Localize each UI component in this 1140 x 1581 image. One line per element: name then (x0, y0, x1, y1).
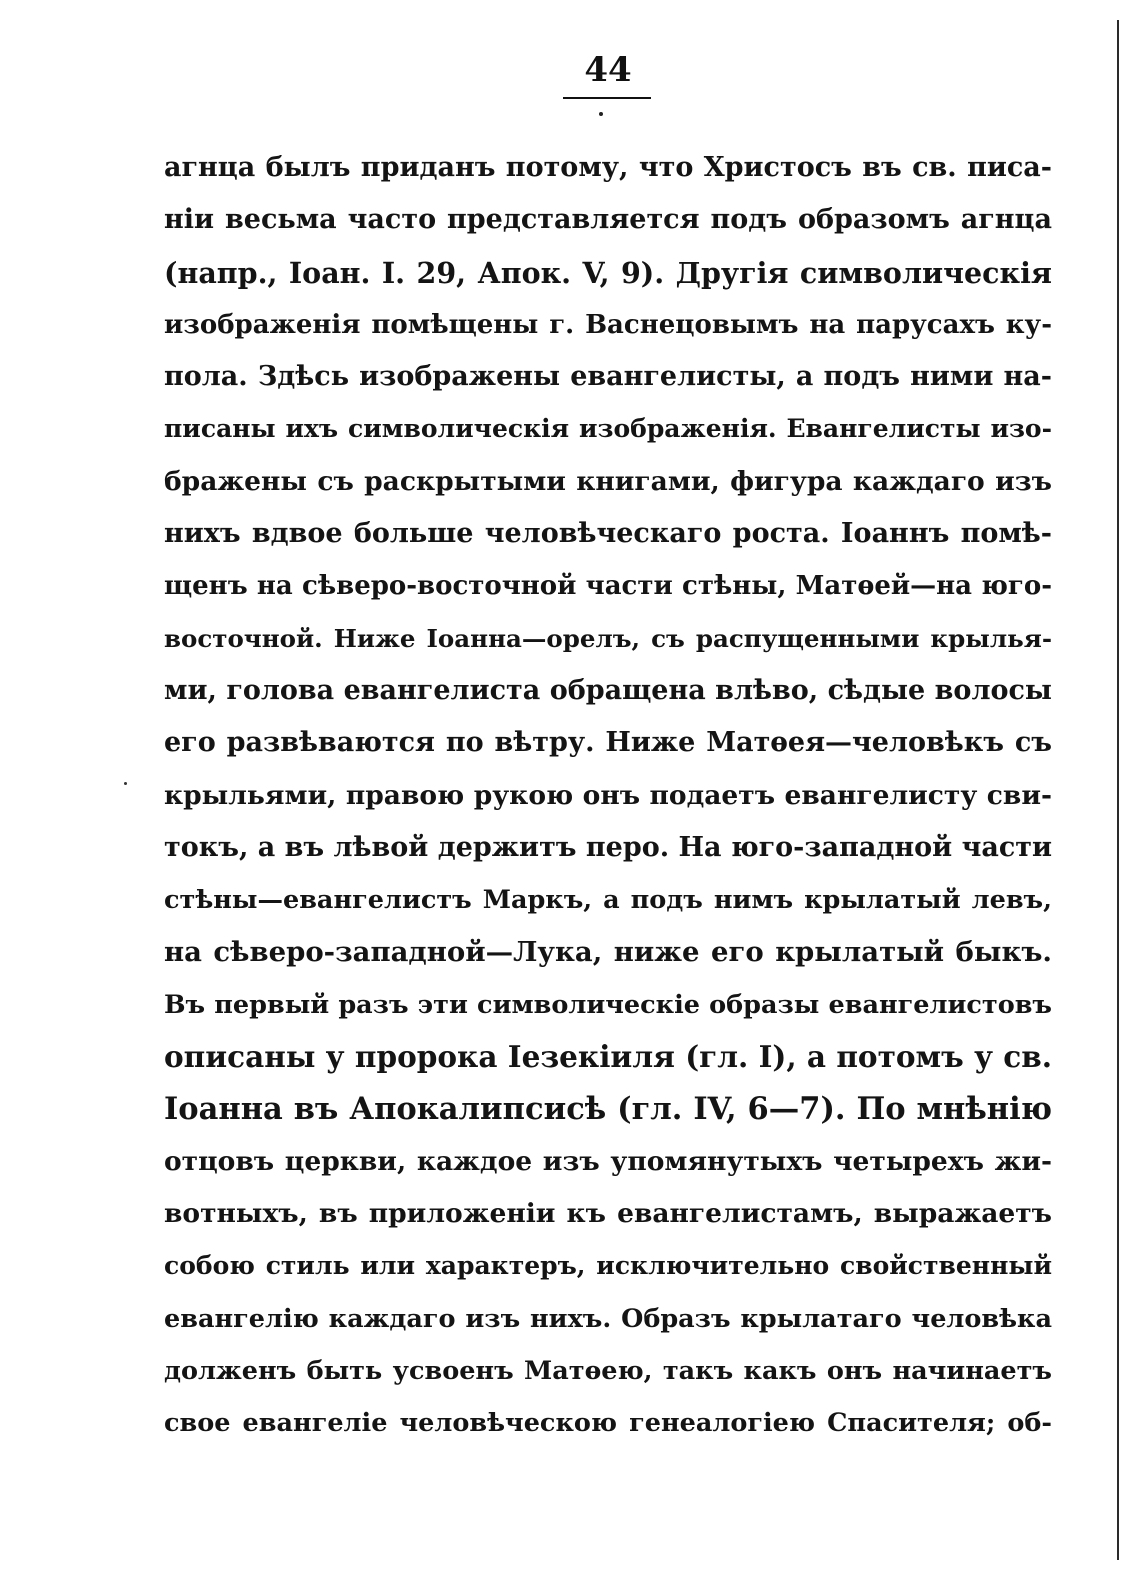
text-line: нихъ вдвое больше человѣческаго роста. Іоаннъ помѣ- (164, 518, 1052, 550)
text-line: описаны у пророка Іезекіиля (гл. I), а потомъ у св. (164, 1039, 1052, 1075)
text-line: долженъ быть усвоенъ Матѳею, такъ какъ онъ начинаетъ (164, 1355, 1052, 1386)
page-number-rule (563, 97, 651, 99)
text-line: на сѣверо-западной—Лука, ниже его крылатый быкъ. (164, 936, 1052, 969)
text-line: собою стиль или характеръ, исключительно свойственный (164, 1251, 1052, 1281)
text-line: бражены съ раскрытыми книгами, фигура каждаго изъ (164, 465, 1052, 497)
text-line: отцовъ церкви, каждое изъ упомянутыхъ четырехъ жи- (164, 1145, 1052, 1177)
text-line: стѣны—евангелистъ Маркъ, а подъ нимъ крылатый левъ, (164, 885, 1052, 916)
text-line: щенъ на сѣверо-восточной части стѣны, Матѳей—на юго- (164, 571, 1052, 602)
text-line: пола. Здѣсь изображены евангелисты, а подъ ними на- (164, 361, 1052, 393)
text-line: изображенія помѣщены г. Васнецовымъ на парусахъ ку- (164, 309, 1052, 340)
text-line: восточной. Ниже Іоанна—орелъ, съ распущенными крылья- (164, 623, 1052, 653)
text-line: свое евангеліе человѣческою генеалогіею Спасителя; об- (164, 1408, 1052, 1439)
text-line: евангелію каждаго изъ нихъ. Образъ крылатаго человѣка (164, 1303, 1052, 1334)
text-line: его развѣваются по вѣтру. Ниже Матѳея—человѣкъ съ (164, 727, 1052, 759)
text-line: крыльями, правою рукою онъ подаетъ евангелисту сви- (164, 779, 1052, 811)
text-line: Іоанна въ Апокалипсисѣ (гл. IV, 6—7). По мнѣнію (164, 1091, 1052, 1128)
text-line: агнца былъ приданъ потому, что Христосъ въ св. писа- (164, 152, 1052, 183)
rule-ornament-dot (599, 112, 603, 116)
text-line: вотныхъ, въ приложеніи къ евангелистамъ, выражаетъ (164, 1197, 1052, 1229)
stray-ink-dot (124, 782, 127, 785)
text-line: писаны ихъ символическія изображенія. Евангелисты изо- (164, 414, 1052, 444)
body-text (164, 142, 1052, 1449)
text-line: Въ первый разъ эти символическіе образы евангелистовъ (164, 989, 1052, 1020)
page-edge-line (1117, 20, 1119, 1560)
page-number: 44 (584, 50, 632, 90)
text-line: (напр., Іоан. I. 29, Апок. V, 9). Другія символическія (164, 255, 1052, 290)
text-line: токъ, а въ лѣвой держитъ перо. На юго-западной части (164, 831, 1052, 863)
text-line: ми, голова евангелиста обращена влѣво, сѣдые волосы (164, 674, 1052, 706)
text-line: ніи весьма часто представляется подъ образомъ агнца (164, 204, 1052, 236)
